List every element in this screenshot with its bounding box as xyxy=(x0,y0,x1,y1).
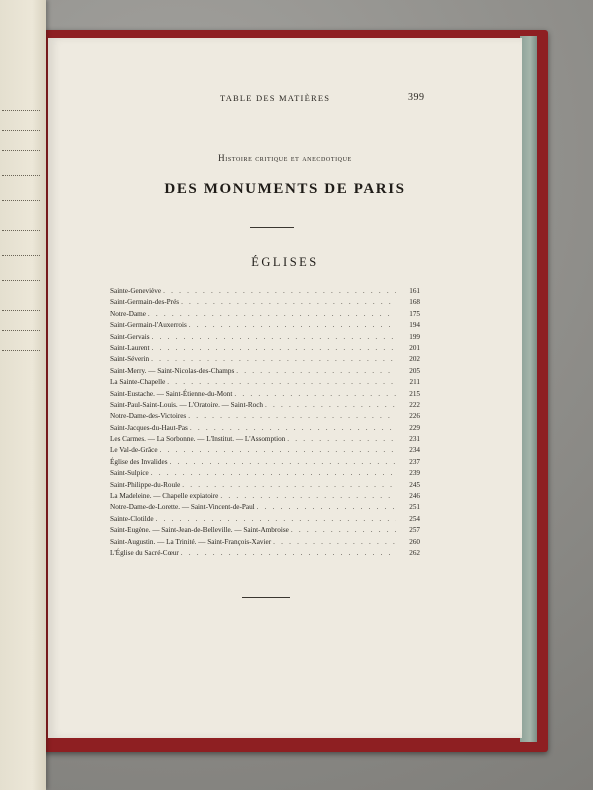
toc-entry-title: Notre-Dame-des-Victoires xyxy=(110,412,187,421)
toc-entry xyxy=(110,502,420,513)
facing-page xyxy=(0,0,46,790)
leader-dots xyxy=(291,525,396,536)
leader-dots xyxy=(265,400,396,411)
toc-entry-title: Église des Invalides xyxy=(110,457,168,466)
toc-entry xyxy=(110,343,420,354)
toc-entry-title: La Sainte-Chapelle xyxy=(110,378,166,387)
toc-entry-title: Saint-Paul-Saint-Louis. — L'Oratoire. — Saint-Roch xyxy=(110,400,264,409)
toc-entry-title: Saint-Jacques-du-Haut-Pas xyxy=(110,423,188,432)
toc-entry-title: Saint-Eustache. — Saint-Étienne-du-Mont xyxy=(110,389,233,398)
toc-entry-page: 226 xyxy=(409,412,420,421)
leader-dots xyxy=(167,377,396,388)
leader-dots xyxy=(287,434,396,445)
running-title: TABLE DES MATIÈRES xyxy=(220,93,331,103)
leader-dots xyxy=(148,309,396,320)
toc-entry xyxy=(110,286,420,297)
toc-entry xyxy=(110,297,420,308)
end-divider xyxy=(242,597,290,598)
toc-entry-page: 245 xyxy=(409,480,420,489)
leader-dots xyxy=(188,411,396,422)
toc-list xyxy=(110,286,420,559)
toc-entry-page: 205 xyxy=(409,366,420,375)
toc-entry-page: 231 xyxy=(409,435,420,444)
page-number: 399 xyxy=(408,92,425,103)
toc-entry xyxy=(110,320,420,331)
toc-entry xyxy=(110,491,420,502)
document-page xyxy=(48,38,522,738)
toc-entry xyxy=(110,525,420,536)
toc-entry-title: L'Église du Sacré-Cœur xyxy=(110,548,179,557)
toc-entry-title: Les Carmes. — La Sorbonne. — L'Institut. — L'Assomption xyxy=(110,435,286,444)
toc-entry-page: 254 xyxy=(409,514,420,523)
toc-entry-title: Saint-Germain-l'Auxerrois xyxy=(110,321,187,330)
toc-entry xyxy=(110,389,420,400)
toc-entry-page: 211 xyxy=(409,378,420,387)
toc-entry-page: 237 xyxy=(409,457,420,466)
toc-entry-page: 199 xyxy=(409,332,420,341)
toc-entry xyxy=(110,332,420,343)
toc-entry-page: 262 xyxy=(409,548,420,557)
leader-dots xyxy=(163,286,396,297)
toc-entry-page: 229 xyxy=(409,423,420,432)
toc-entry xyxy=(110,309,420,320)
toc-entry xyxy=(110,514,420,525)
toc-entry-title: Sainte-Geneviève xyxy=(110,287,162,295)
leader-dots xyxy=(273,537,396,548)
toc-entry xyxy=(110,480,420,491)
toc-entry xyxy=(110,445,420,456)
toc-entry-title: Saint-Eugène. — Saint-Jean-de-Belleville. — Saint-Ambroise xyxy=(110,526,289,535)
toc-entry-title: Saint-Laurent xyxy=(110,343,150,352)
toc-entry xyxy=(110,548,420,559)
toc-entry-page: 257 xyxy=(409,526,420,535)
leader-dots xyxy=(189,320,396,331)
toc-entry-page: 175 xyxy=(409,309,420,318)
toc-entry xyxy=(110,423,420,434)
toc-entry-title: Saint-Merry. — Saint-Nicolas-des-Champs xyxy=(110,366,235,375)
toc-entry-page: 202 xyxy=(409,355,420,364)
toc-entry-title: Saint-Philippe-du-Roule xyxy=(110,480,181,489)
section-title: ÉGLISES xyxy=(251,255,319,269)
leader-dots xyxy=(190,423,396,434)
leader-dots xyxy=(234,389,396,400)
toc-entry-title: Sainte-Clotilde xyxy=(110,514,154,523)
leader-dots xyxy=(181,297,396,308)
leader-dots xyxy=(152,332,396,343)
toc-entry-page: 246 xyxy=(409,492,420,501)
toc-entry-title: Saint-Séverin xyxy=(110,355,150,364)
leader-dots xyxy=(170,457,397,468)
toc-entry-title: Saint-Augustin. — La Trinité. — Saint-François-Xavier xyxy=(110,537,272,546)
toc-entry xyxy=(110,377,420,388)
leader-dots xyxy=(182,480,396,491)
main-title: DES MONUMENTS DE PARIS xyxy=(164,181,406,197)
toc-entry-page: 260 xyxy=(409,537,420,546)
toc-entry xyxy=(110,366,420,377)
toc-entry xyxy=(110,468,420,479)
toc-entry-page: 215 xyxy=(409,389,420,398)
leader-dots xyxy=(152,343,396,354)
toc-entry xyxy=(110,411,420,422)
toc-entry-page: 234 xyxy=(409,446,420,455)
toc-entry-title: Saint-Sulpice xyxy=(110,469,149,478)
toc-entry-page: 194 xyxy=(409,321,420,330)
leader-dots xyxy=(257,502,396,513)
leader-dots xyxy=(220,491,396,502)
leader-dots xyxy=(156,514,396,525)
divider xyxy=(250,227,294,228)
toc-entry xyxy=(110,537,420,548)
toc-entry-title: La Madeleine. — Chapelle expiatoire xyxy=(110,492,219,501)
toc-entry xyxy=(110,354,420,365)
toc-entry-page: 161 xyxy=(409,287,420,295)
toc-entry-title: Saint-Gervais xyxy=(110,332,150,341)
toc-entry xyxy=(110,434,420,445)
leader-dots xyxy=(151,468,396,479)
toc-entry-title: Saint-Germain-des-Prés xyxy=(110,298,180,307)
toc-entry-page: 239 xyxy=(409,469,420,478)
page-edge xyxy=(520,36,537,742)
toc-entry-page: 222 xyxy=(409,400,420,409)
toc-entry xyxy=(110,400,420,411)
toc-entry-title: Notre-Dame-de-Lorette. — Saint-Vincent-de-Paul xyxy=(110,503,255,512)
toc-entry-page: 168 xyxy=(409,298,420,307)
toc-entry-page: 251 xyxy=(409,503,420,512)
toc-entry xyxy=(110,457,420,468)
toc-entry-page: 201 xyxy=(409,343,420,352)
leader-dots xyxy=(181,548,396,559)
leader-dots xyxy=(151,354,396,365)
toc-entry-title: Notre-Dame xyxy=(110,309,146,318)
leader-dots xyxy=(160,445,396,456)
subtitle: Histoire critique et anecdotique xyxy=(218,153,352,163)
leader-dots xyxy=(236,366,396,377)
toc-entry-title: Le Val-de-Grâce xyxy=(110,446,158,455)
